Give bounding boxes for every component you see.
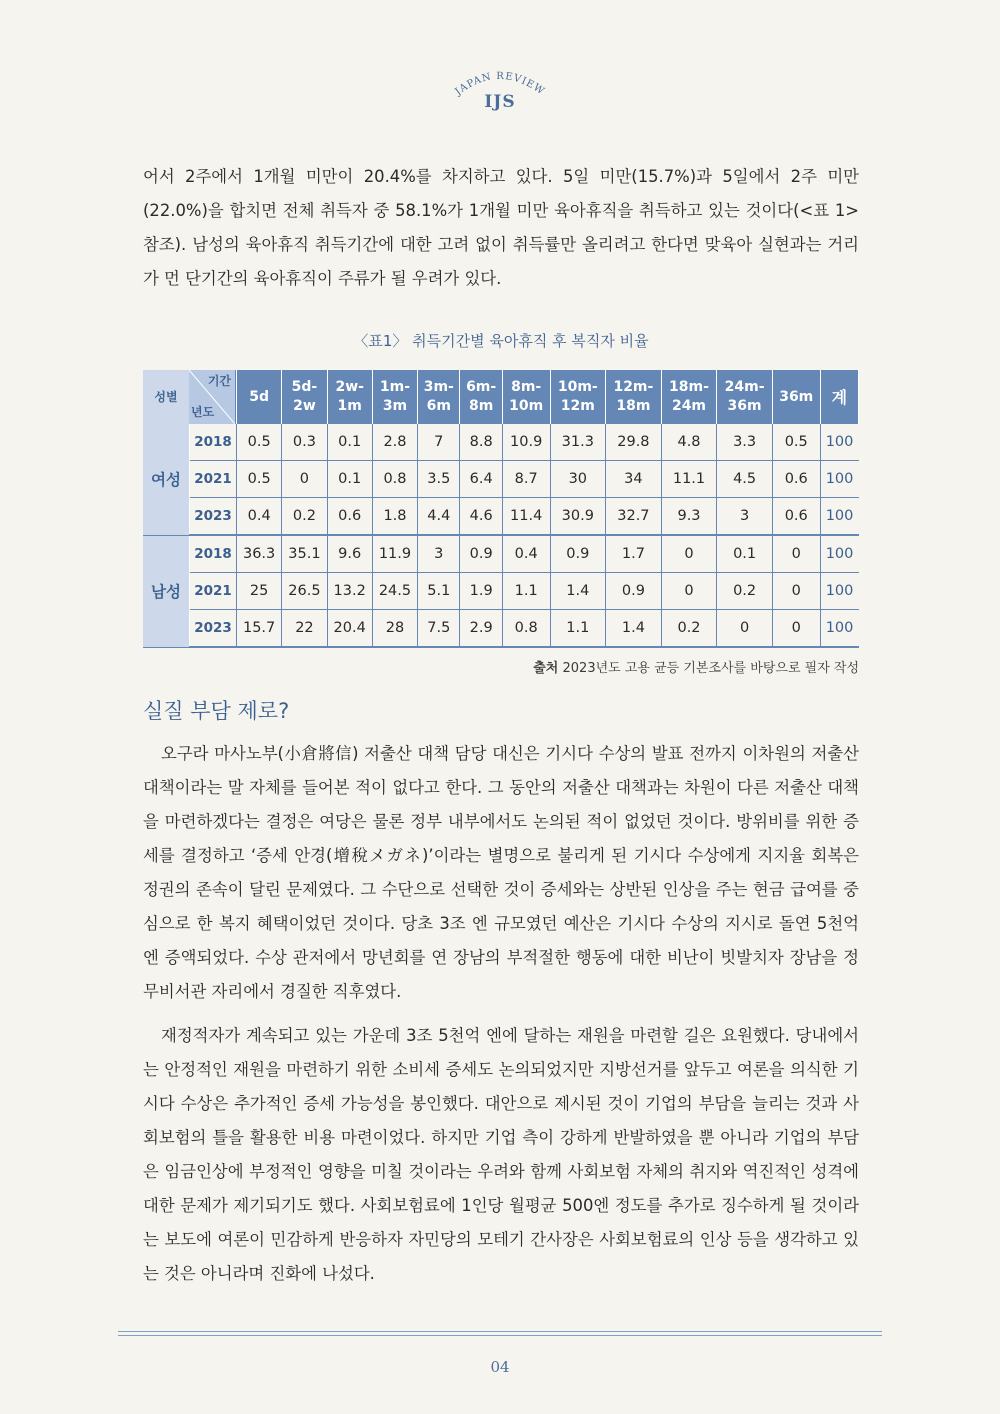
- col-header: 36m: [772, 370, 820, 424]
- value-cell: 5.1: [418, 573, 460, 610]
- value-cell: 4.5: [717, 461, 773, 498]
- value-cell: 22: [282, 610, 327, 648]
- value-cell: 0: [717, 610, 773, 648]
- value-cell: 2.8: [372, 424, 417, 461]
- value-cell: 0: [661, 573, 717, 610]
- value-cell: 7: [418, 424, 460, 461]
- sex-cell: 여성: [143, 424, 190, 535]
- value-cell: 0.2: [717, 573, 773, 610]
- value-cell: 3.5: [418, 461, 460, 498]
- svg-text:JAPAN REVIEW: JAPAN REVIEW: [453, 70, 547, 98]
- year-cell: 2021: [190, 461, 237, 498]
- value-cell: 0.5: [237, 424, 282, 461]
- col-header-l2: 2w: [293, 398, 316, 414]
- journal-logo: [440, 60, 560, 112]
- value-cell: 0.9: [606, 573, 662, 610]
- col-header: [282, 370, 327, 424]
- logo-main-text: IJS: [484, 92, 516, 112]
- value-cell: 34: [606, 461, 662, 498]
- year-cell: 2018: [190, 535, 237, 573]
- value-cell: 3.3: [717, 424, 773, 461]
- value-cell: 1.7: [606, 535, 662, 573]
- value-cell: 0.9: [550, 535, 606, 573]
- value-cell: 0.2: [661, 610, 717, 648]
- col-header: 3m- 6m: [418, 370, 460, 424]
- value-cell: 1.4: [550, 573, 606, 610]
- corner-period-label: 기간: [207, 374, 231, 388]
- value-cell: 1.4: [606, 610, 662, 648]
- value-cell: 0.5: [772, 424, 820, 461]
- table-caption: 〈표1〉 취득기간별 육아휴직 후 복직자 비율: [353, 332, 649, 350]
- page-number: 04: [490, 1358, 510, 1376]
- value-cell: 30: [550, 461, 606, 498]
- col-header: 12m- 18m: [606, 370, 662, 424]
- table-row: [143, 573, 859, 610]
- year-cell: 2018: [190, 424, 237, 461]
- value-cell: 0.9: [460, 535, 502, 573]
- value-cell: 10.9: [502, 424, 550, 461]
- table-row: [143, 461, 859, 498]
- table-row: [143, 610, 859, 648]
- value-cell: 100: [820, 610, 858, 648]
- table-row: [143, 498, 859, 536]
- value-cell: 24.5: [372, 573, 417, 610]
- value-cell: 1.9: [460, 573, 502, 610]
- year-cell: 2021: [190, 573, 237, 610]
- value-cell: 100: [820, 573, 858, 610]
- value-cell: 26.5: [282, 573, 327, 610]
- value-cell: 0.6: [772, 498, 820, 536]
- value-cell: 20.4: [327, 610, 372, 648]
- value-cell: 8.8: [460, 424, 502, 461]
- year-cell: 2023: [190, 610, 237, 648]
- value-cell: 11.4: [502, 498, 550, 536]
- corner-year-label: 년도: [191, 405, 215, 419]
- value-cell: 3: [418, 535, 460, 573]
- value-cell: 0.8: [502, 610, 550, 648]
- value-cell: 15.7: [237, 610, 282, 648]
- value-cell: 6.4: [460, 461, 502, 498]
- value-cell: 0.8: [372, 461, 417, 498]
- value-cell: 29.8: [606, 424, 662, 461]
- body-paragraph-2: 오구라 마사노부(小倉將信) 저출산 대책 담당 대신은 기시다 수상의 발표 전까지 이차원의 저출산 대책이라는 말 자체를 들어본 적이 없다고 한다. 그 동안의 저출산 대책과는 차원이 다른 저출산 대책을 마련하겠다는 결정은 여당은 물론 정부 내부에서도 논의된 적이 없었던 것이다. 방위비를 위한 증세를 결정하고 ‘증세 안경(增稅メガネ)’이라는 별명으로 불리게 된 기시다 수상에게 지지율 회복은 정권의 존속이 달린 문제였다. 그 수단으로 선택한 것이 증세와는 상반된 인상을 주는 현금 급여를 중심으로 한 복지 혜택이었던 것이다. 당초 3조 엔 규모였던 예산은 기시다 수상의 지시로 돌연 5천억 엔 증액되었다. 수상 관저에서 망년회를 연 장남의 부적절한 행동에 대한 비난이 빗발치자 장남을 정무비서관 자리에서 경질한 직후였다.: [143, 744, 859, 1001]
- body-paragraph-3: 재정적자가 계속되고 있는 가운데 3조 5천억 엔에 달하는 재원을 마련할 길은 요원했다. 당내에서는 안정적인 재원을 마련하기 위한 소비세 증세도 논의되었지만 지방선거를 앞두고 여론을 의식한 기시다 수상은 추가적인 증세 가능성을 봉인했다. 대안으로 제시된 것이 기업의 부담을 늘리는 것과 사회보험의 틀을 활용한 비용 마련이었다. 하지만 기업 측이 강하게 반발하였을 뿐 아니라 기업의 부담은 임금인상에 부정적인 영향을 미칠 것이라는 우려와 함께 사회보험 자체의 취지와 역진적인 성격에 대한 문제가 제기되기도 했다. 사회보험료에 1인당 월평균 500엔 정도를 추가로 징수하게 될 것이라는 보도에 여론이 민감하게 반응하자 자민당의 모테기 간사장은 사회보험료의 인상 등을 생각하고 있는 것은 아니라며 진화에 나섰다.: [143, 1026, 859, 1283]
- value-cell: 0.6: [772, 461, 820, 498]
- value-cell: 0: [772, 610, 820, 648]
- value-cell: 11.1: [661, 461, 717, 498]
- col-header-total: 계: [820, 370, 858, 424]
- value-cell: 35.1: [282, 535, 327, 573]
- col-header: 24m- 36m: [717, 370, 773, 424]
- value-cell: 0.3: [282, 424, 327, 461]
- value-cell: 4.4: [418, 498, 460, 536]
- table-row: [143, 535, 859, 573]
- value-cell: 0.2: [282, 498, 327, 536]
- value-cell: 100: [820, 424, 858, 461]
- value-cell: 100: [820, 535, 858, 573]
- source-label: 출처: [533, 661, 559, 676]
- value-cell: 0.5: [237, 461, 282, 498]
- section-title: 실질 부담 제로?: [143, 699, 290, 723]
- value-cell: 4.6: [460, 498, 502, 536]
- value-cell: 3: [717, 498, 773, 536]
- sex-cell: 남성: [143, 535, 190, 647]
- value-cell: 8.7: [502, 461, 550, 498]
- value-cell: 100: [820, 461, 858, 498]
- col-header: 2w- 1m: [327, 370, 372, 424]
- col-header: 10m- 12m: [550, 370, 606, 424]
- value-cell: 0.4: [502, 535, 550, 573]
- corner-sex-label: 성별: [143, 370, 189, 424]
- value-cell: 0: [772, 535, 820, 573]
- year-cell: 2023: [190, 498, 237, 536]
- col-header: 5d: [237, 370, 282, 424]
- footer-rule-top: [118, 1331, 882, 1332]
- footer-rule-bottom: [118, 1335, 882, 1336]
- value-cell: 13.2: [327, 573, 372, 610]
- value-cell: 36.3: [237, 535, 282, 573]
- col-header: 6m- 8m: [460, 370, 502, 424]
- value-cell: 9.3: [661, 498, 717, 536]
- value-cell: 0.1: [327, 461, 372, 498]
- value-cell: 1.8: [372, 498, 417, 536]
- value-cell: 11.9: [372, 535, 417, 573]
- table-corner-header: [143, 370, 237, 424]
- col-header-l1: 5d-: [291, 379, 318, 395]
- value-cell: 4.8: [661, 424, 717, 461]
- table-source: [533, 657, 859, 676]
- value-cell: 0.4: [237, 498, 282, 536]
- col-header: 1m- 3m: [372, 370, 417, 424]
- value-cell: 32.7: [606, 498, 662, 536]
- value-cell: 30.9: [550, 498, 606, 536]
- value-cell: 0.6: [327, 498, 372, 536]
- value-cell: 1.1: [550, 610, 606, 648]
- value-cell: 0.1: [327, 424, 372, 461]
- value-cell: 2.9: [460, 610, 502, 648]
- value-cell: 0: [282, 461, 327, 498]
- source-text: 2023년도 고용 균등 기본조사를 바탕으로 필자 작성: [562, 661, 859, 676]
- col-header: 8m- 10m: [502, 370, 550, 424]
- value-cell: 31.3: [550, 424, 606, 461]
- parental-leave-table: [143, 370, 859, 648]
- body-paragraph-1: 어서 2주에서 1개월 미만이 20.4%를 차지하고 있다. 5일 미만(15.7%)과 5일에서 2주 미만(22.0%)을 합치면 전체 취득자 중 58.1%가 1개월 미만 육아휴직을 취득하고 있는 것이다(<표 1> 참조). 남성의 육아휴직 취득기간에 대한 고려 없이 취득률만 올리려고 한다면 맞육아 실현과는 거리가 먼 단기간의 육아휴직이 주류가 될 우려가 있다.: [143, 167, 859, 288]
- value-cell: 1.1: [502, 573, 550, 610]
- value-cell: 7.5: [418, 610, 460, 648]
- table-header-row: [143, 370, 859, 424]
- value-cell: 0: [661, 535, 717, 573]
- col-header: 18m- 24m: [661, 370, 717, 424]
- value-cell: 28: [372, 610, 417, 648]
- table-row: [143, 424, 859, 461]
- value-cell: 9.6: [327, 535, 372, 573]
- value-cell: 0.1: [717, 535, 773, 573]
- value-cell: 0: [772, 573, 820, 610]
- value-cell: 100: [820, 498, 858, 536]
- value-cell: 25: [237, 573, 282, 610]
